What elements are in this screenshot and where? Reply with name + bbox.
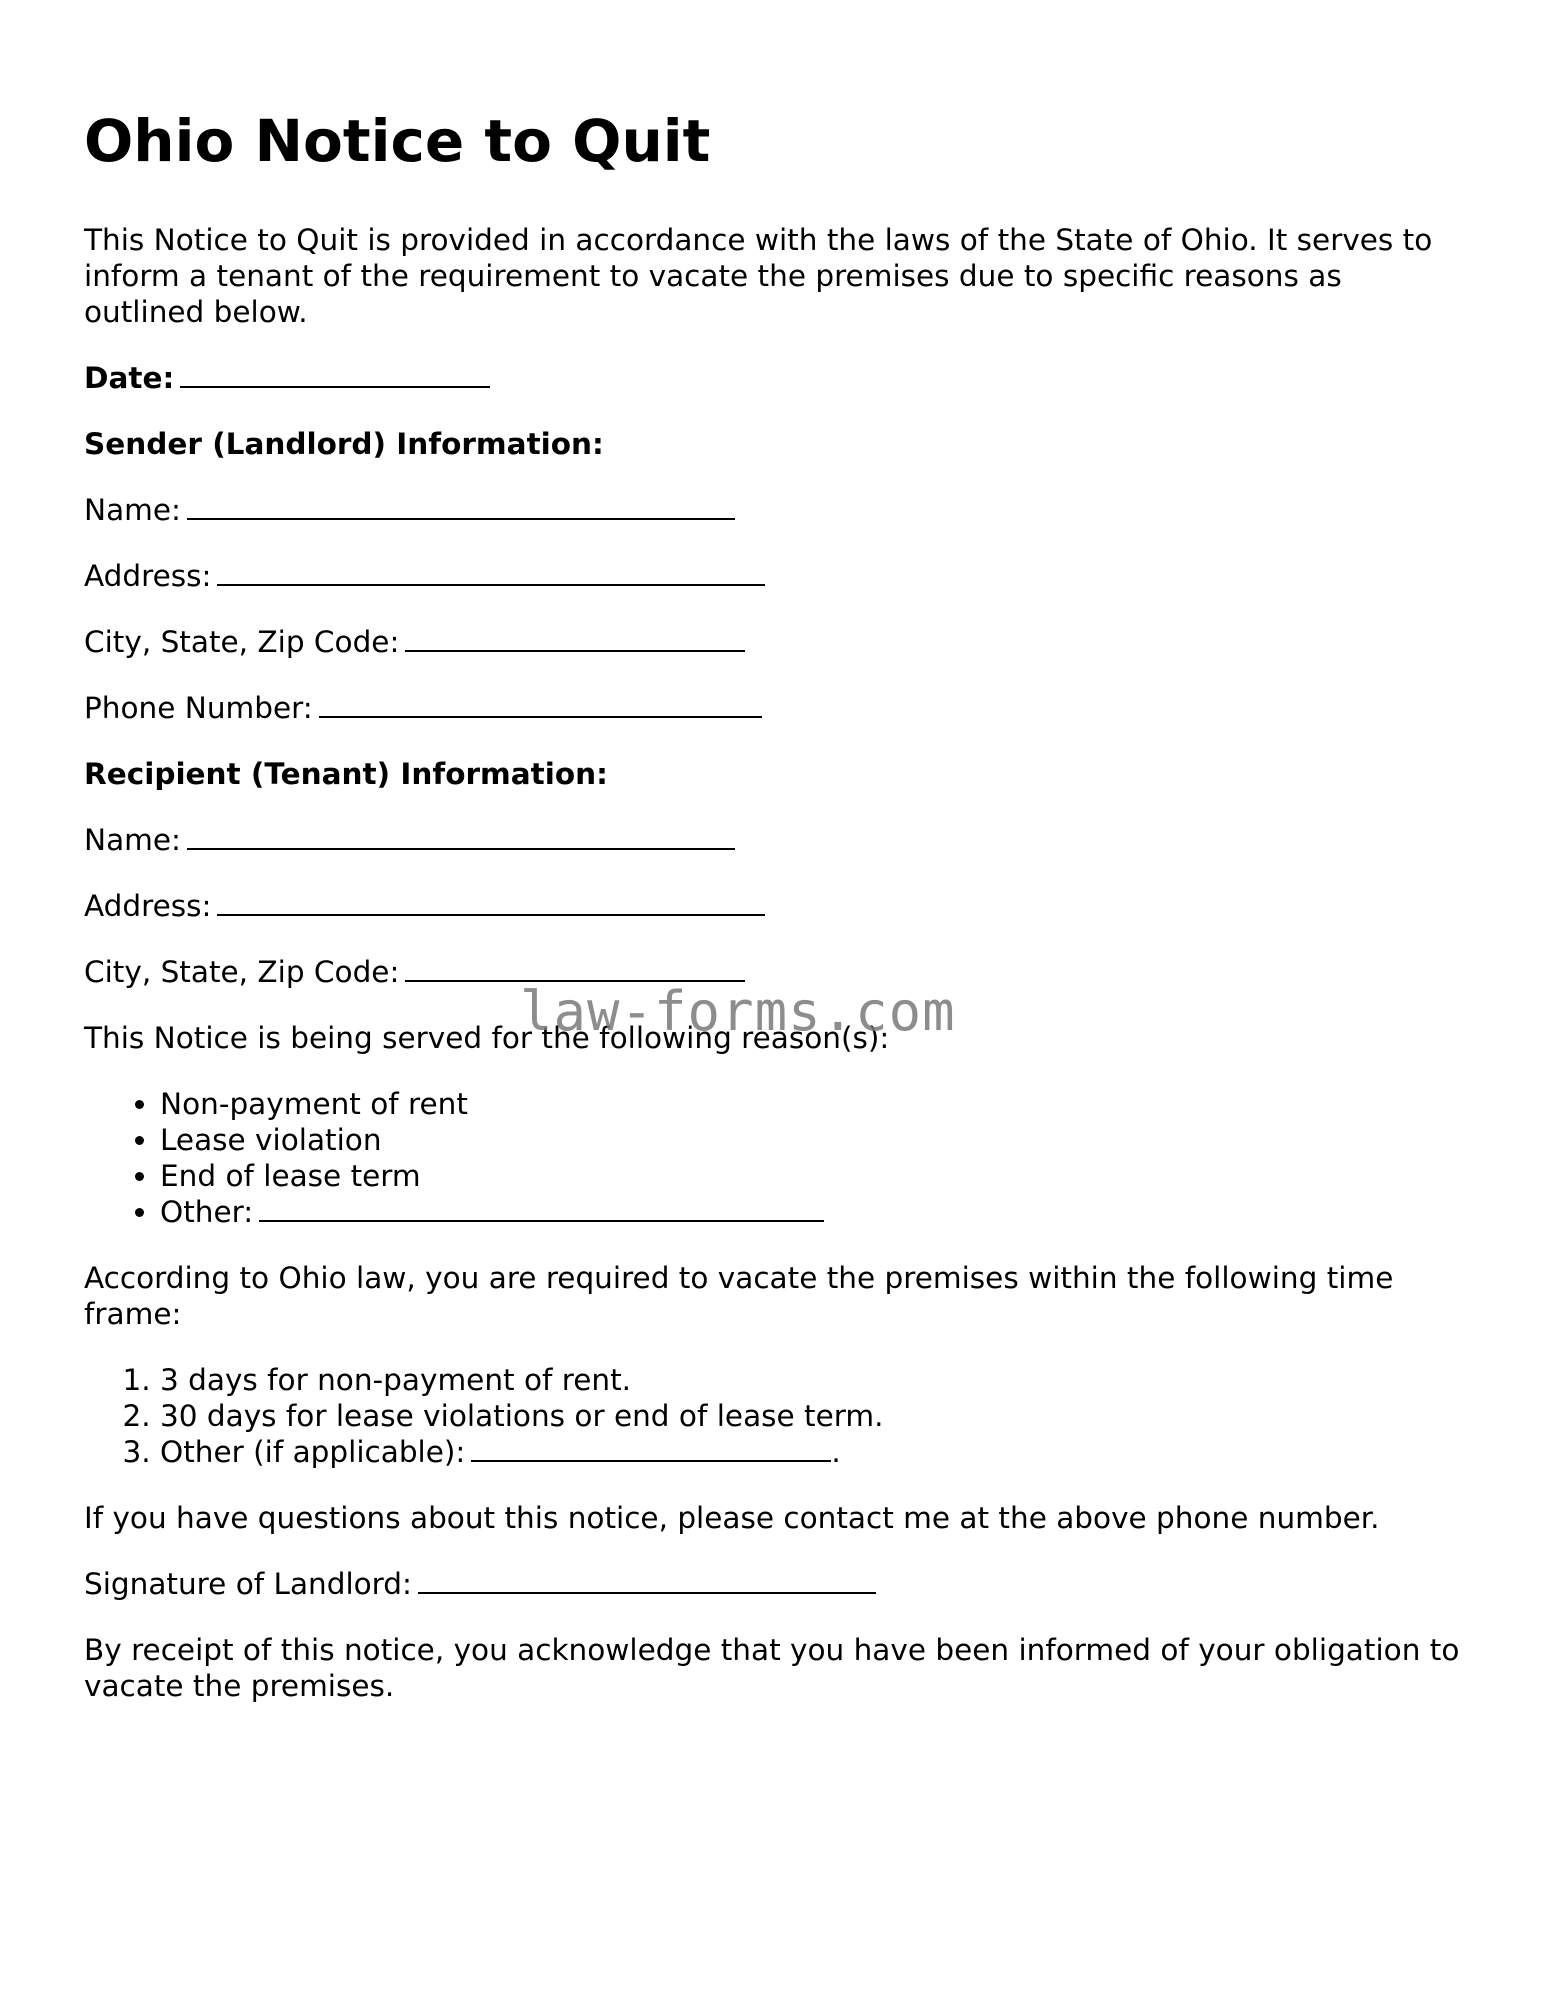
recipient-name-field	[84, 822, 1464, 858]
signature-label: Signature of Landlord:	[84, 1567, 412, 1601]
date-field	[84, 360, 1464, 396]
sender-phone-field	[84, 690, 1464, 726]
recipient-city-blank[interactable]	[405, 954, 745, 982]
recipient-address-blank[interactable]	[217, 888, 765, 916]
page-title: Ohio Notice to Quit	[84, 107, 711, 175]
recipient-name-label: Name:	[84, 823, 181, 857]
timeframes-list	[84, 1362, 1464, 1470]
sender-name-field	[84, 492, 1464, 528]
sender-phone-blank[interactable]	[319, 690, 762, 718]
sender-heading: Sender (Landlord) Information:	[84, 427, 604, 461]
timeframe-intro: According to Ohio law, you are required to vacate the premises within the following time frame:	[84, 1261, 1394, 1331]
signature-field	[84, 1566, 1464, 1602]
recipient-heading: Recipient (Tenant) Information:	[84, 757, 608, 791]
recipient-address-field	[84, 888, 1464, 924]
list-item: 1. 3 days for non-payment of rent.	[160, 1362, 1464, 1398]
sender-address-blank[interactable]	[217, 558, 765, 586]
sender-address-field	[84, 558, 1464, 594]
list-item: • Non-payment of rent	[160, 1086, 1464, 1122]
sender-name-label: Name:	[84, 493, 181, 527]
contact-paragraph: If you have questions about this notice, please contact me at the above phone number.	[84, 1501, 1380, 1535]
recipient-address-label: Address:	[84, 889, 212, 923]
sender-city-blank[interactable]	[405, 624, 745, 652]
sender-city-label: City, State, Zip Code:	[84, 625, 400, 659]
sender-name-blank[interactable]	[187, 492, 735, 520]
sender-phone-label: Phone Number:	[84, 691, 313, 725]
list-item: 2. 30 days for lease violations or end of lease term.	[160, 1398, 1464, 1434]
watermark: law-forms.com	[520, 980, 956, 1043]
date-label: Date:	[84, 361, 175, 395]
intro-paragraph: This Notice to Quit is provided in accordance with the laws of the State of Ohio. It serves to inform a tenant of the requirement to vacate the premises due to specific reasons as outlined below.	[84, 223, 1433, 329]
document-page	[84, 100, 1464, 1704]
acknowledgement-paragraph: By receipt of this notice, you acknowledge that you have been informed of your obligation to vacate the premises.	[84, 1633, 1460, 1703]
list-item: 3. Other (if applicable): .	[160, 1434, 1464, 1470]
list-item: • Other:	[160, 1194, 1464, 1230]
date-blank[interactable]	[180, 360, 490, 388]
reasons-list	[84, 1086, 1464, 1230]
reasons-intro: This Notice is being served for the following reason(s):	[84, 1021, 890, 1055]
recipient-city-label: City, State, Zip Code:	[84, 955, 400, 989]
list-item: • Lease violation	[160, 1122, 1464, 1158]
recipient-name-blank[interactable]	[187, 822, 735, 850]
sender-city-field	[84, 624, 1464, 660]
signature-blank[interactable]	[418, 1566, 876, 1594]
other-reason-blank[interactable]	[259, 1194, 824, 1222]
sender-address-label: Address:	[84, 559, 212, 593]
list-item: • End of lease term	[160, 1158, 1464, 1194]
other-timeframe-blank[interactable]	[471, 1434, 831, 1462]
